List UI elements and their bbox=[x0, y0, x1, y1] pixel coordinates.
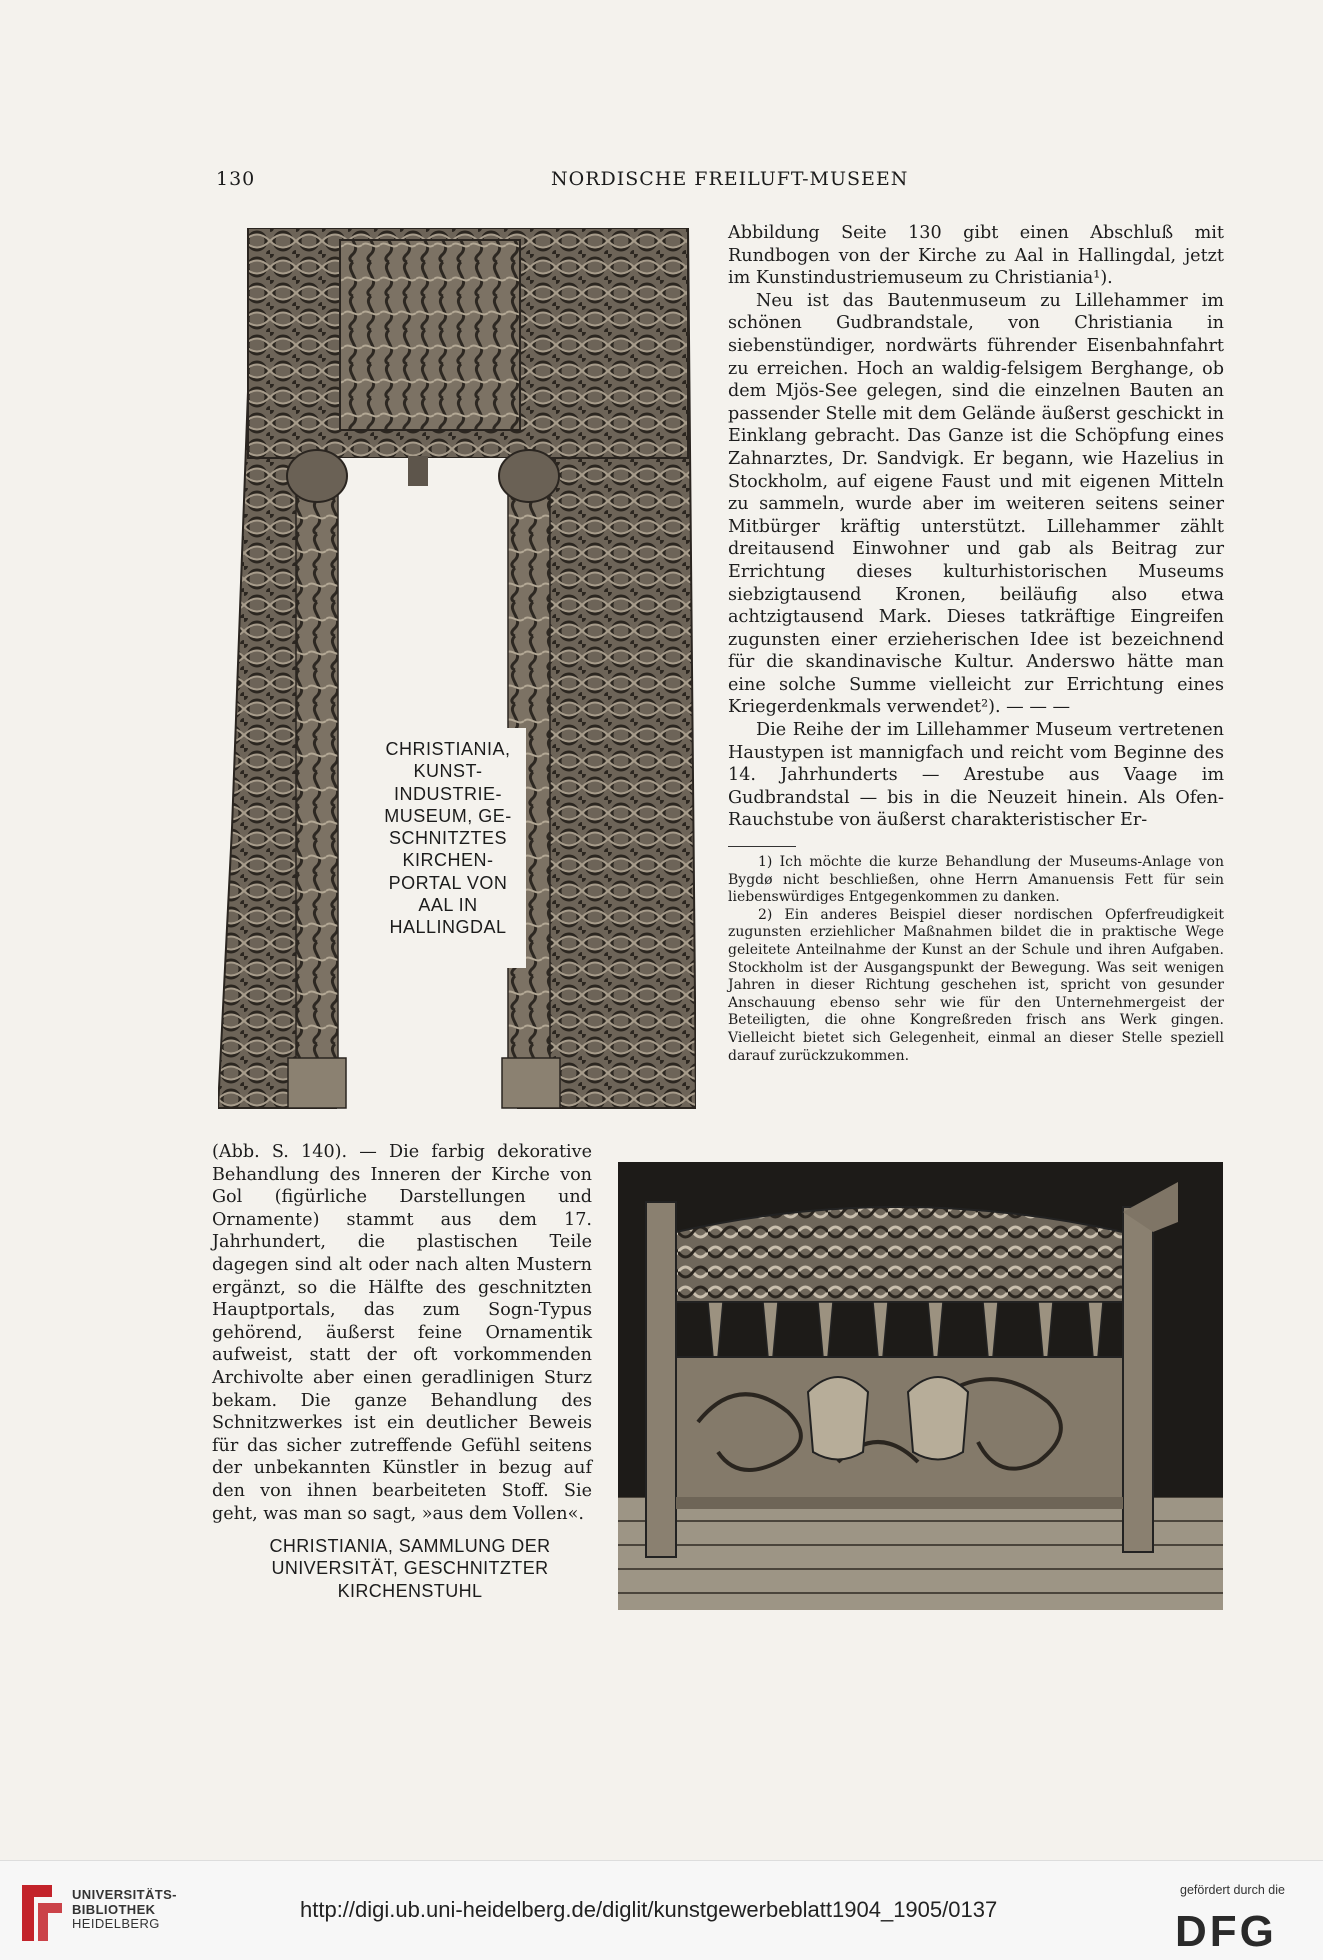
running-title: NORDISCHE FREILUFT-MUSEEN bbox=[551, 168, 909, 190]
caption-line: KUNST- bbox=[413, 761, 483, 782]
caption-line: INDUSTRIE- bbox=[394, 783, 502, 804]
caption-line: CHRISTIANIA, SAMMLUNG DER bbox=[269, 1536, 551, 1556]
carved-pew-photo bbox=[618, 1162, 1223, 1610]
dfg-logo: DFG bbox=[1175, 1907, 1277, 1956]
library-line: UNIVERSITÄTS- bbox=[72, 1887, 177, 1902]
right-text-column bbox=[728, 222, 1224, 832]
digitization-footer bbox=[0, 1860, 1323, 1960]
paragraph: Neu ist das Bautenmuseum zu Lillehammer im schönen Gudbrandstale, von Christiania in siebenstündiger, nordwärts führender Eisenbahnfahrt zu erreichen. Hoch an waldig-felsigem Berghange, ob dem Mjös-See gelegen, sind die einzelnen Bauten an passender Stelle mit dem Gelände äußerst geschickt in Einklang gebracht. Das Ganze ist die Schöpfung eines Zahnarztes, Dr. Sandvigk. Er begann, wie Hazelius in Stockholm, auf eigene Faust und mit eigenen Mitteln zu sammeln, wurde aber im weiteren seitens seiner Mitbürger kräftig unterstützt. Lillehammer zählt dreitausend Einwohner und gab als Beitrag zur Errichtung dieses kulturhistorischen Museums siebzigtausend Kronen, beiläufig also etwa achtzigtausend Mark. Dieses tatkräftige Eingreifen zugunsten einer erzieherischen Idee ist bezeichnend für die skandinavische Kultur. Anderswo hätte man eine solche Summe vielleicht zur Errichtung eines Kriegerdenkmals verwendet²). — — — bbox=[728, 290, 1224, 718]
caption-line: KIRCHEN- bbox=[402, 850, 494, 871]
footnote-2: 2) Ein anderes Beispiel dieser nordischen Opferfreudigkeit zugunsten erziehlicher Maßnahmen bildet die in praktische Wege geleitete Anteilnahme der Kunst an der Schule und ihren Aufgaben. Stockholm ist der Ausgangspunkt der Bewegung. Was seit wenigen Jahren in dieser Richtung geschehen ist, spricht von gesunder Anschauung ebenso sehr wie für den Unternehmergeist der Beteiligten, die ohne Kongreßreden frisch ans Werk gingen. Vielleicht bietet sich Gelegenheit, einmal an dieser Stelle speziell darauf zurückzukommen. bbox=[728, 906, 1224, 1064]
library-line: BIBLIOTHEK bbox=[72, 1901, 156, 1917]
caption-line: SCHNITZTES bbox=[388, 828, 507, 849]
source-url-link[interactable]: http://digi.ub.uni-heidelberg.de/diglit/kunstgewerbeblatt1904_1905/0137 bbox=[300, 1897, 998, 1922]
left-text-column bbox=[212, 1141, 592, 1525]
page-number: 130 bbox=[216, 168, 256, 190]
paragraph: (Abb. S. 140). — Die farbig dekorative Behandlung des Inneren der Kirche von Gol (figürliche Darstellungen und Ornamente) stammt aus dem 17. Jahrhundert, die plastischen Teile dagegen sind alt oder nach alten Mustern ergänzt, so die Hälfte des geschnitzten Hauptportals, das zum Sogn-Typus gehörend, äußerst feine Ornamentik aufweist, statt der oft vorkommenden Archivolte aber einen geradlinigen Sturz bekam. Die ganze Behandlung des Schnitzwerkes ist ein deutlicher Beweis für das sicher zutreffende Gefühl seitens der unbekannten Künstler in bezug auf den von ihnen bearbeiteten Stoff. Sie geht, was man so sagt, »aus dem Vollen«. bbox=[212, 1142, 592, 1524]
running-head bbox=[216, 168, 1226, 194]
funding-note: gefördert durch die bbox=[1180, 1883, 1285, 1897]
footnote-1: 1) Ich möchte die kurze Behandlung der Museums-Anlage von Bygdø nicht beschließen, ohne Herrn Amanuensis Fett für sein liebenswürdiges Entgegenkommen zu danken. bbox=[728, 854, 1224, 906]
university-library-logo-icon bbox=[12, 1881, 68, 1945]
caption-line: MUSEUM, GE- bbox=[384, 805, 512, 826]
library-name bbox=[72, 1888, 177, 1932]
pew-caption bbox=[240, 1535, 580, 1602]
caption-line: PORTAL VON bbox=[388, 872, 508, 893]
caption-line: KIRCHENSTUHL bbox=[337, 1580, 483, 1601]
caption-line: AAL IN bbox=[418, 895, 478, 916]
footnote-divider bbox=[728, 846, 796, 847]
footnotes bbox=[728, 854, 1224, 1065]
carved-portal-photo bbox=[218, 228, 696, 1115]
portal-caption bbox=[370, 738, 526, 939]
caption-line: UNIVERSITÄT, GESCHNITZTER bbox=[271, 1558, 549, 1579]
library-line: HEIDELBERG bbox=[72, 1916, 160, 1931]
paragraph: Abbildung Seite 130 gibt einen Abschluß mit Rundbogen von der Kirche zu Aal in Hallingdal, jetzt im Kunstindustriemuseum zu Christiania¹). bbox=[728, 223, 1224, 289]
caption-line: HALLINGDAL bbox=[389, 917, 507, 938]
paragraph: Die Reihe der im Lillehammer Museum vertretenen Haustypen ist mannigfach und reicht vom Beginne des 14. Jahrhunderts — Arestube aus Vaage im Gudbrandstal — bis in die Neuzeit hinein. Als Ofen-Rauchstube von äußerst charakteristischer Er- bbox=[728, 720, 1224, 831]
caption-line: CHRISTIANIA, bbox=[385, 739, 511, 759]
